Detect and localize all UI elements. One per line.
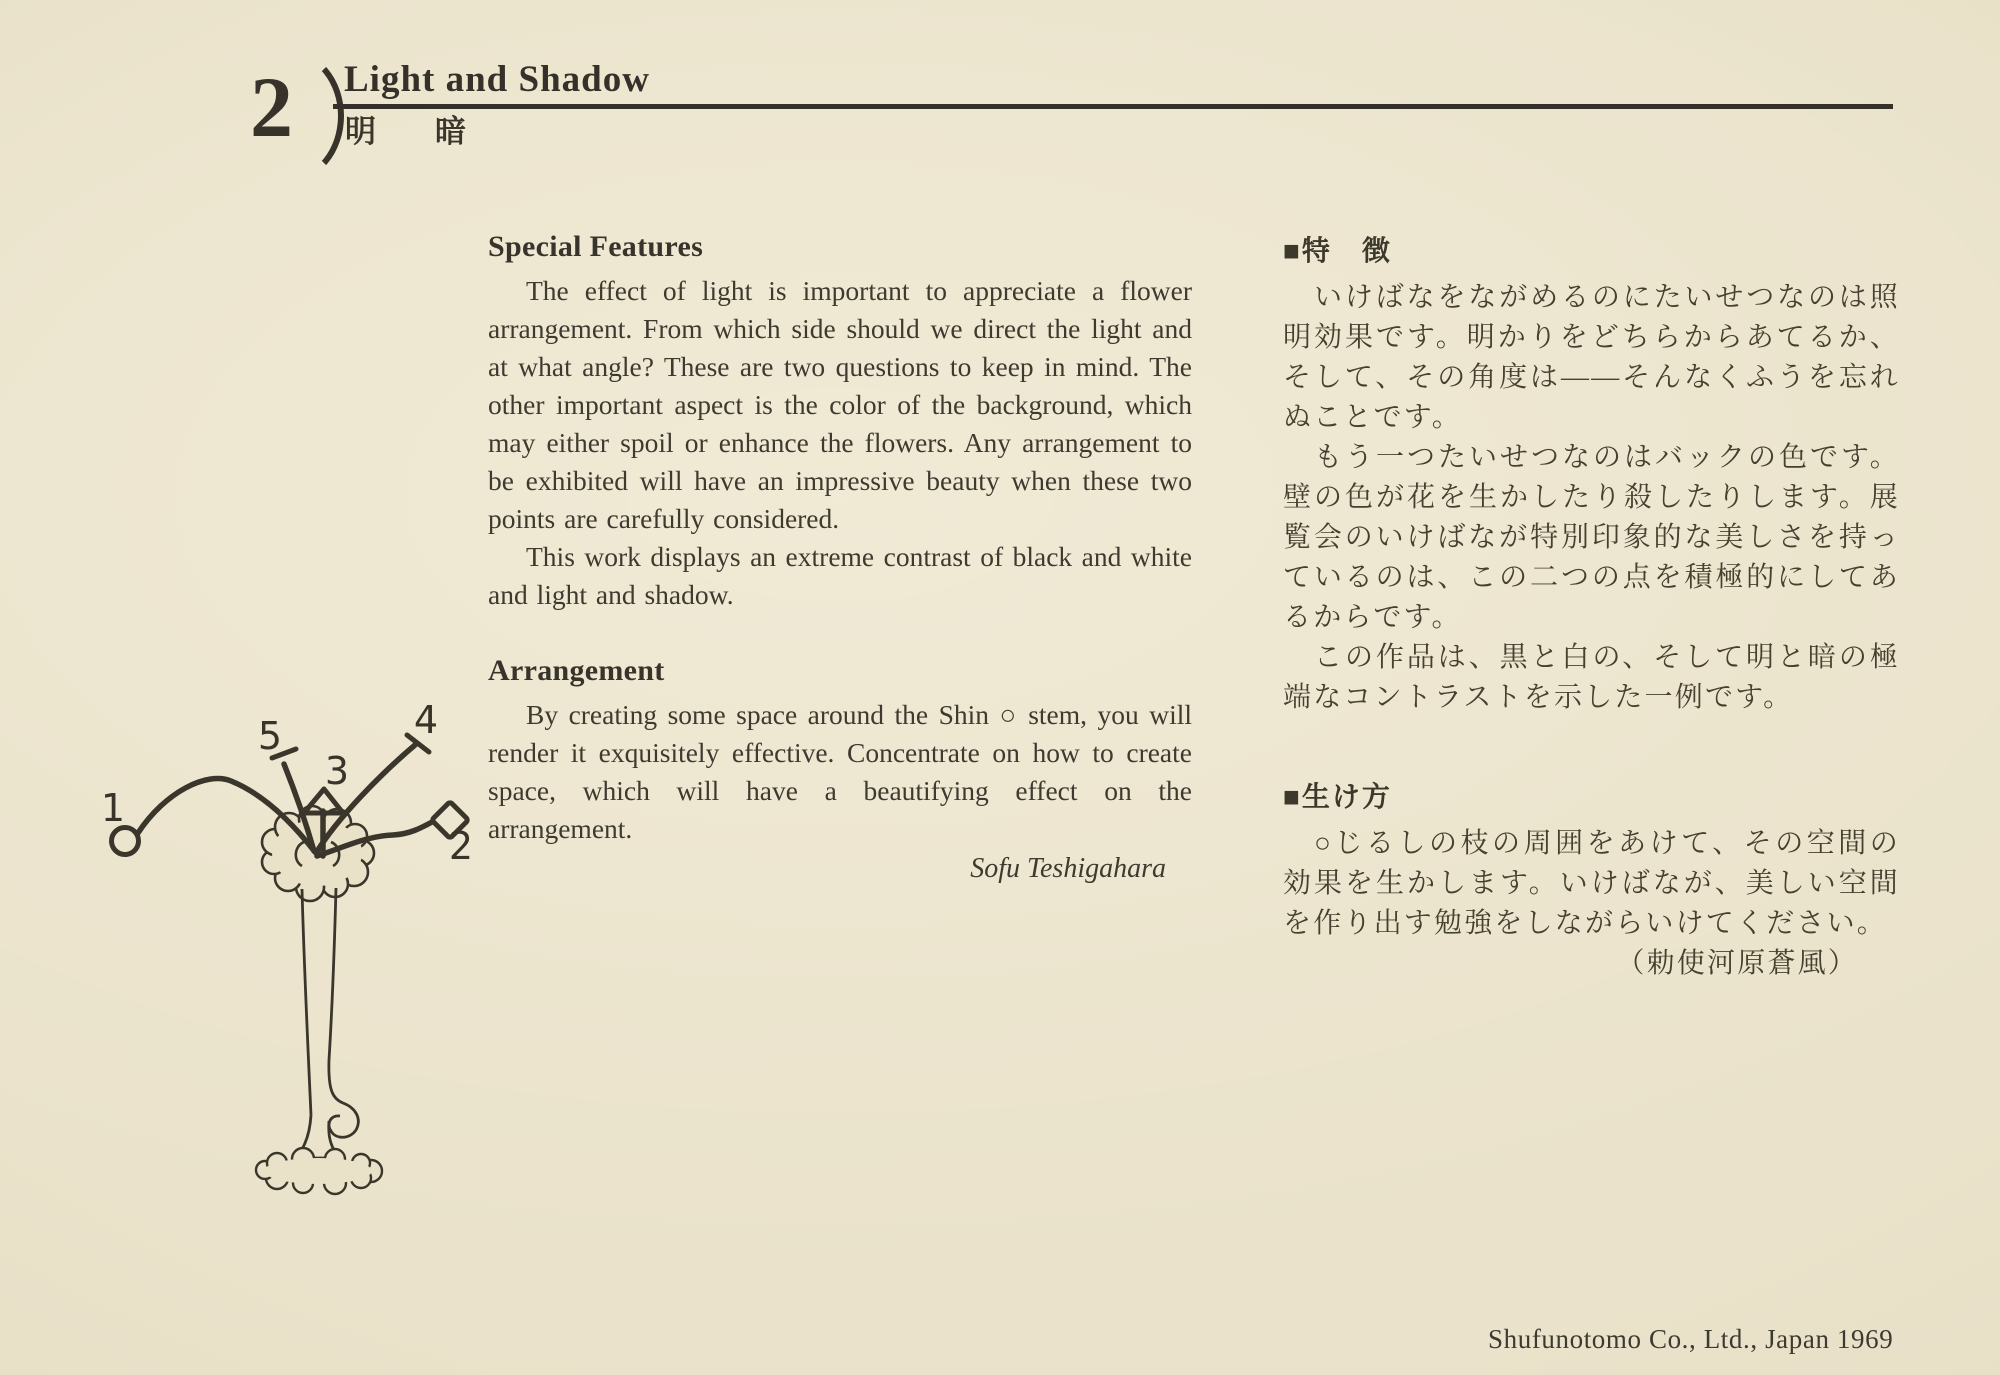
chapter-number: 2 (250, 59, 293, 155)
publisher-footer: Shufunotomo Co., Ltd., Japan 1969 (1488, 1324, 1894, 1354)
base-cloud (256, 1148, 382, 1194)
features-heading-ja: ■特 徴 (1283, 236, 1392, 267)
features-paragraph-ja-3: この作品は、黒と白の、そして明と暗の極端なコントラストを示した一例です。 (1283, 642, 1900, 713)
japanese-column (1283, 236, 1900, 984)
arrangement-heading-ja: ■生け方 (1283, 782, 1392, 813)
branch-1-circle-marker (112, 828, 139, 855)
features-paragraph-ja-1: いけばなをながめるのにたいせつなのは照明効果です。明かりをどちらからあてるか、そして、その角度は――そんなくふうを忘れぬことです。 (1283, 282, 1900, 433)
features-paragraph-en-2: This work displays an extreme contrast of black and white and light and shadow. (488, 541, 1192, 610)
diagram-label-2: 2 (448, 824, 474, 868)
features-paragraph-en-1: The effect of light is important to appreciate a flower arrangement. From which side should we direct the light and at what angle? These are two questions to keep in mind. The other important aspect is the color of the background, which may either spoil or enhance the flowers. Any arrangement to be exhibited will have an impressive beauty when these two points are carefully considered. (488, 275, 1192, 534)
features-heading-en: Special Features (488, 230, 704, 263)
diagram-label-4: 4 (413, 698, 439, 742)
ikebana-diagram (95, 545, 490, 1225)
page-title: Light and Shadow (344, 59, 650, 100)
diagram-label-1: 1 (100, 786, 126, 830)
arrangement-heading-en: Arrangement (488, 654, 665, 687)
features-paragraph-ja-2: もう一つたいせつなのはバックの色です。壁の色が花を生かしたり殺したりします。展覧会のいけばなが特別印象的な美しさを持っているのは、この二つの点を積極的にしてあるからです。 (1283, 442, 1900, 633)
attribution-ja: （勅使河原蒼風） (1616, 948, 1858, 979)
title-rule (333, 104, 1893, 109)
diagram-label-5: 5 (257, 714, 283, 758)
arrangement-paragraph-ja-1: ○じるしの枝の周囲をあけて、その空間の効果を生かします。いけばなが、美しい空間を作り出す勉強をしながらいけてください。 (1283, 828, 1900, 939)
vase-stem (298, 888, 358, 1158)
english-column (488, 230, 1192, 888)
author-signature: Sofu Teshigahara (970, 853, 1166, 884)
page-subtitle-ja: 明 暗 (345, 114, 480, 149)
arrangement-paragraph-en-1: By creating some space around the Shin ○ stem, you will render it exquisitely effective. Concentrate on how to create space, which will have a beautifying effect on the arrangement. (488, 699, 1192, 844)
diagram-label-3: 3 (324, 749, 350, 793)
